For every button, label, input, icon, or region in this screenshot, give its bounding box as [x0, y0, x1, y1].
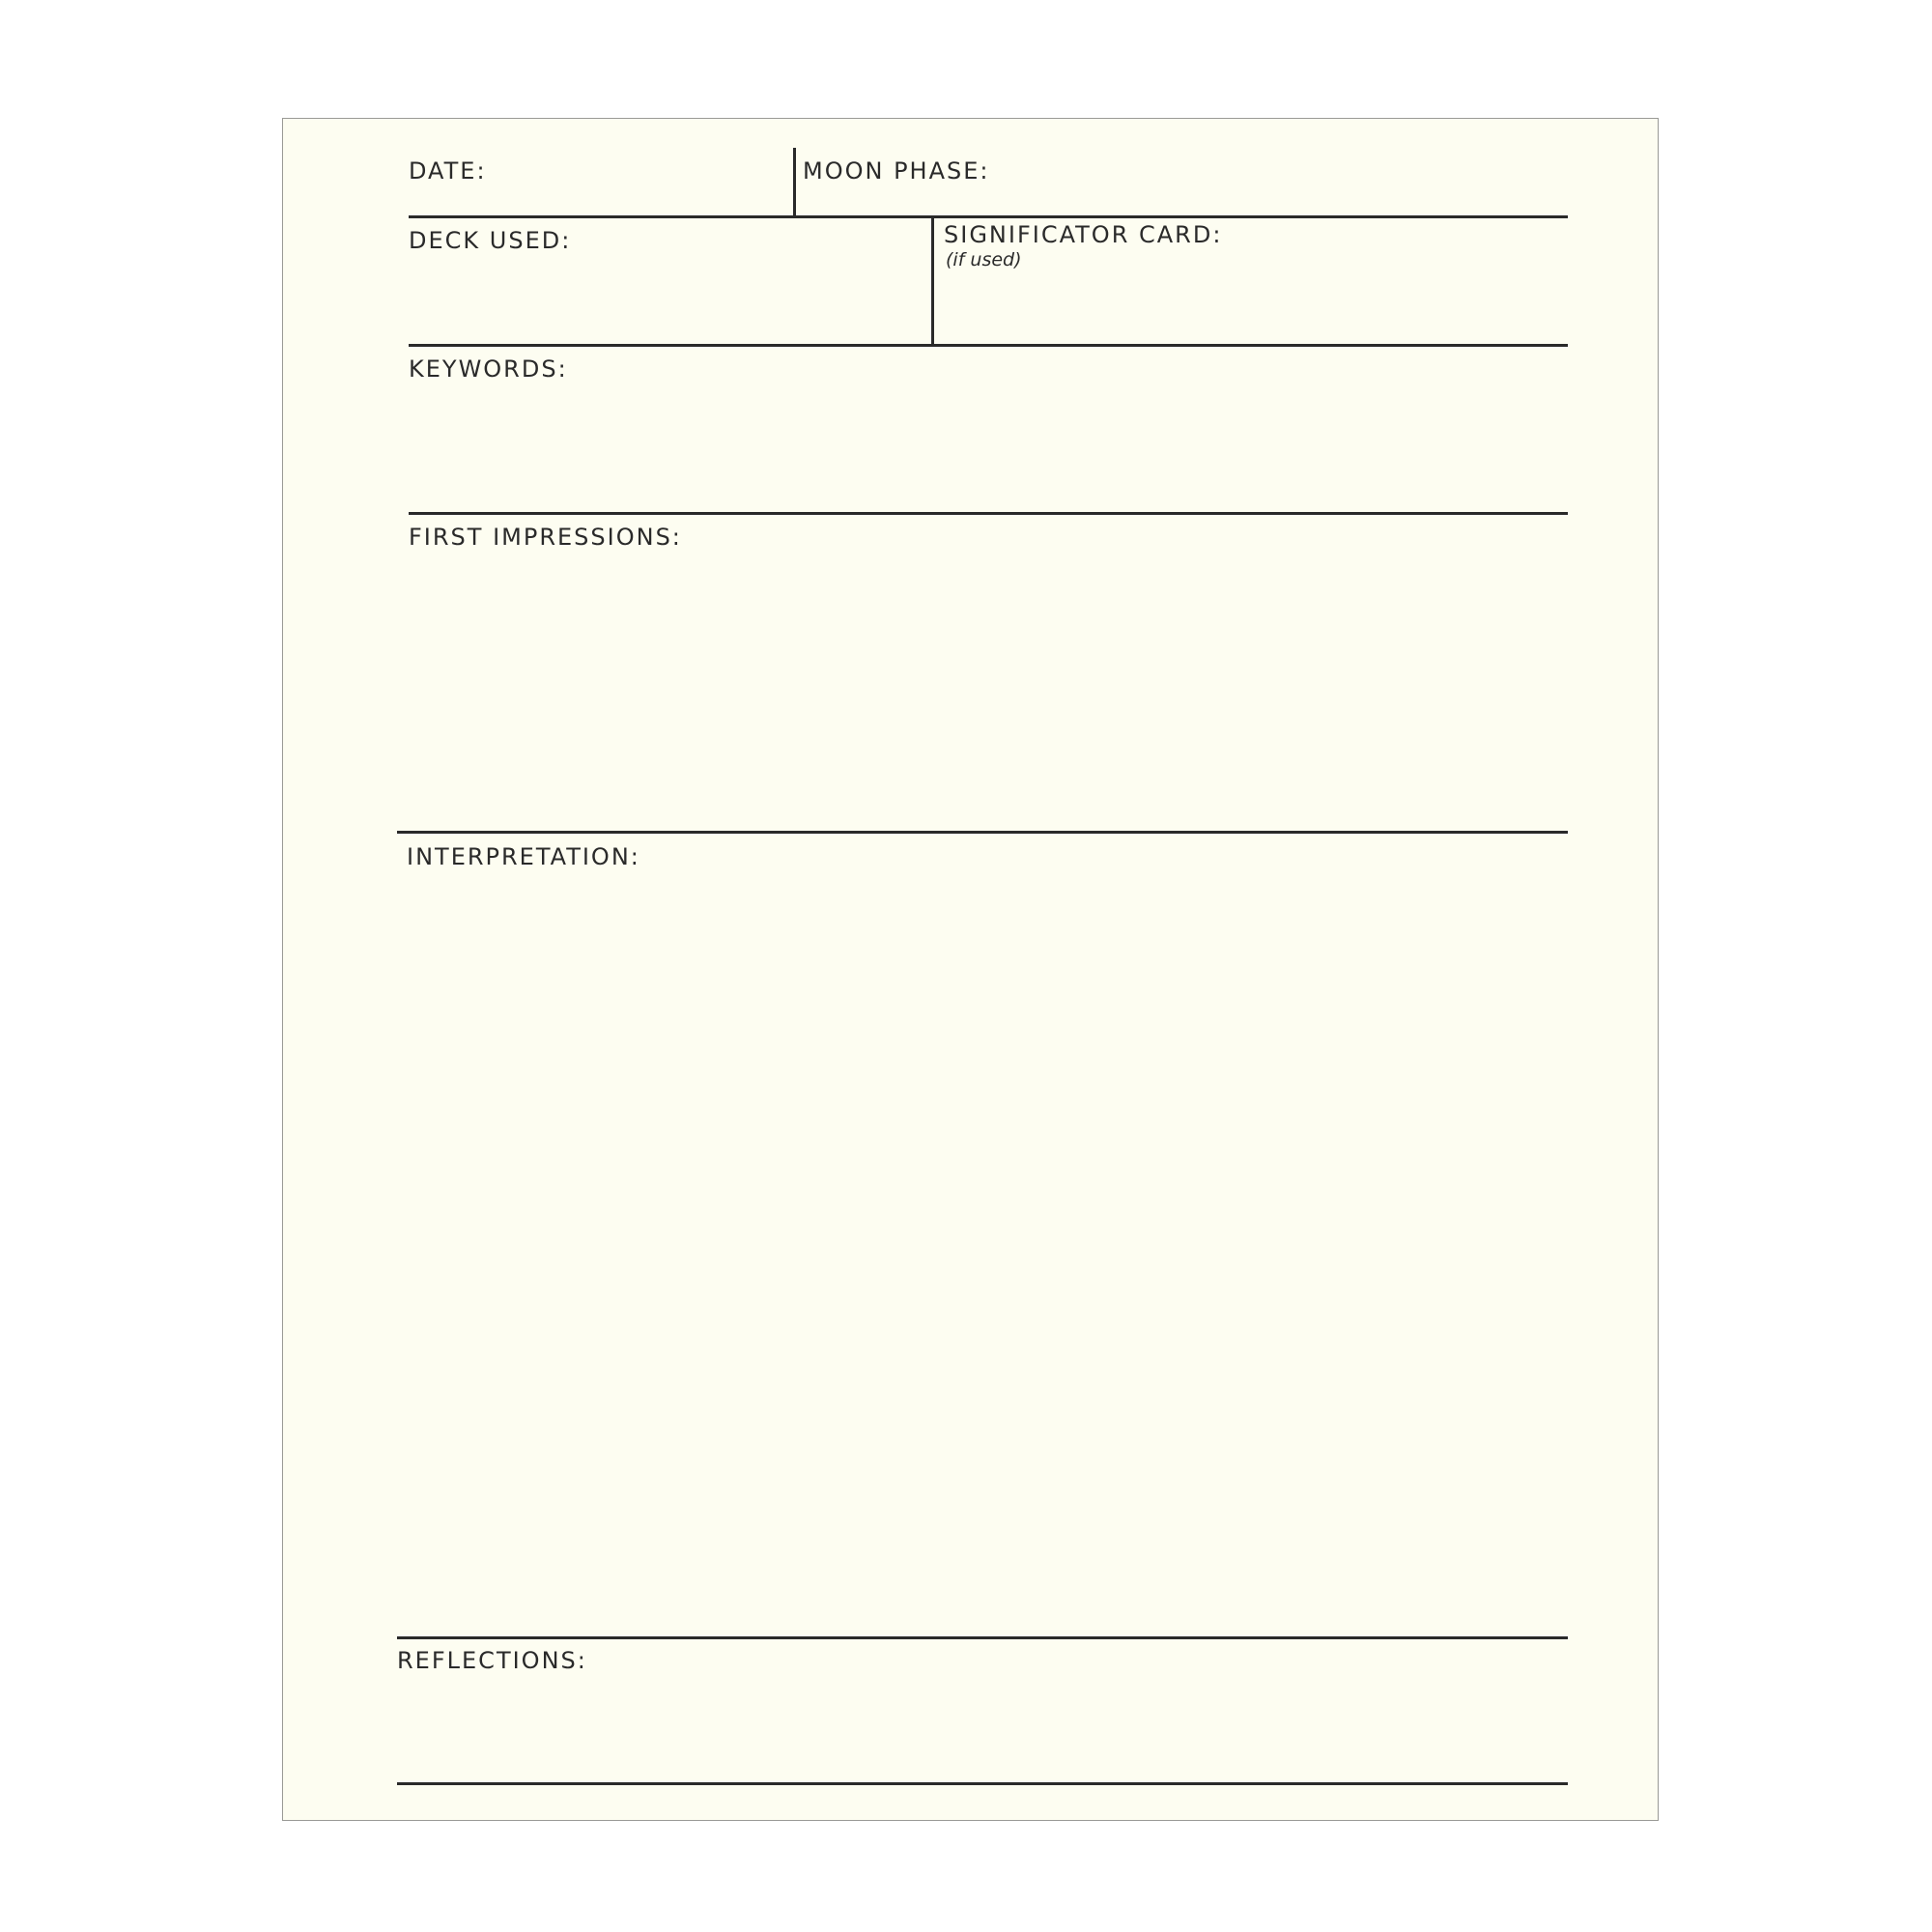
first-impressions-divider — [397, 831, 1568, 834]
first-impressions-label: FIRST IMPRESSIONS: — [409, 524, 682, 551]
row1-divider — [409, 215, 1568, 218]
row2-divider — [409, 344, 1568, 347]
keywords-field[interactable] — [409, 348, 1568, 510]
date-label: DATE: — [409, 157, 487, 185]
reflections-label: REFLECTIONS: — [397, 1647, 587, 1674]
interpretation-label: INTERPRETATION: — [407, 843, 640, 870]
reflections-bottom-line — [397, 1782, 1568, 1785]
first-impressions-field[interactable] — [409, 516, 1568, 829]
moon-phase-label: MOON PHASE: — [803, 157, 990, 185]
significator-card-label: SIGNIFICATOR CARD: — [944, 221, 1223, 248]
deck-significator-divider — [931, 216, 934, 345]
significator-note: (if used) — [946, 249, 1022, 270]
date-moon-divider — [793, 148, 796, 217]
keywords-divider — [409, 512, 1568, 515]
journal-page — [282, 118, 1659, 1821]
interpretation-field[interactable] — [407, 835, 1566, 1633]
deck-used-label: DECK USED: — [409, 227, 572, 254]
keywords-label: KEYWORDS: — [409, 355, 568, 383]
interpretation-divider — [397, 1636, 1568, 1639]
